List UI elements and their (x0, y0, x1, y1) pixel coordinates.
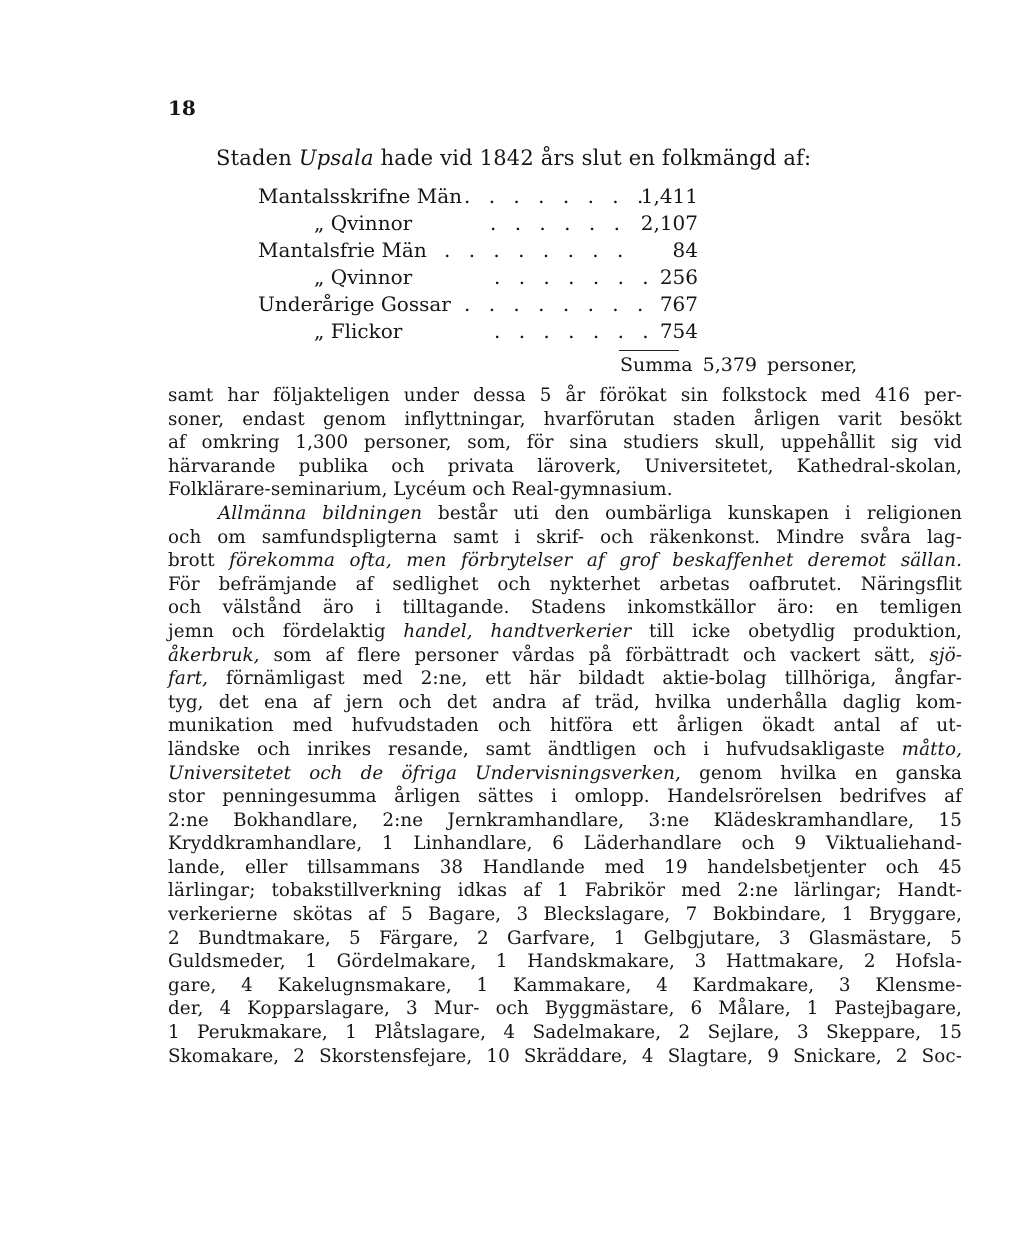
text-line: 2 Bundtmakare, 5 Färgare, 2 Garfvare, 1 Gelbgjutare, 3 Glasmästare, 5 (168, 927, 962, 949)
text-line: lärlingar; tobakstillverkning idkas af 1 Fabrikör med 2:ne lärlingar; Handt- (168, 880, 962, 902)
census-dots: . . . . . . . . (464, 292, 650, 316)
text-line: 2:ne Bokhandlare, 2:ne Jernkramhandlare, 3:ne Klädeskramhandlare, 15 (168, 809, 962, 831)
sum-rule (619, 350, 679, 351)
text-line: och välstånd äro i tilltagande. Stadens inkomstkällor äro: en temligen (168, 597, 962, 619)
text-line: Skomakare, 2 Skorstensfejare, 10 Skräddare, 4 Slagtare, 9 Snickare, 2 Soc- (168, 1045, 962, 1067)
census-row (258, 236, 698, 264)
census-value: 256 (659, 265, 698, 289)
census-row (258, 263, 698, 291)
body-text (168, 384, 962, 1068)
census-value: 2,107 (640, 211, 698, 235)
intro-place: Upsala (298, 146, 374, 170)
page-number: 18 (168, 96, 196, 120)
intro-after: hade vid 1842 års slut en folkmängd af: (373, 146, 812, 170)
census-dots: . . . . . . . (494, 265, 655, 289)
text-line: tyg, det ena af jern och det andra af träd, hvilka underhålla daglig kom- (168, 691, 962, 713)
census-label: „ Flickor (314, 319, 403, 343)
text-line: och om samfundspligterna samt i skrif- och räkenkonst. Mindre svåra lag- (168, 526, 962, 548)
intro-before: Staden (216, 146, 299, 170)
sum-line (620, 354, 867, 376)
text-line: verkerierne skötas af 5 Bagare, 3 Bleckslagare, 7 Bokbindare, 1 Bryggare, (168, 904, 962, 926)
sum-value: 5,379 (702, 354, 758, 376)
text-line: 1 Perukmakare, 1 Plåtslagare, 4 Sadelmakare, 2 Sejlare, 3 Skeppare, 15 (168, 1022, 962, 1044)
text-line: af omkring 1,300 personer, som, för sina studiers skull, uppehållit sig vid (168, 432, 962, 454)
text-line: åkerbruk, som af flere personer vårdas på förbättradt och vackert sätt, sjö- (168, 644, 962, 666)
census-dots: . . . . . . (490, 211, 626, 235)
text-line: härvarande publika och privata läroverk, Universitetet, Kathedral-skolan, (168, 455, 962, 477)
text-line: munikation med hufvudstaden och hitföra ett årligen ökadt antal af ut- (168, 715, 962, 737)
text-line: fart, förnämligast med 2:ne, ett här bildadt aktie-bolag tillhöriga, ångfar- (168, 668, 962, 690)
census-label: Mantalsskrifne Män (258, 184, 463, 208)
census-row (258, 182, 698, 210)
sum-unit: personer, (767, 354, 858, 376)
census-label: Underårige Gossar (258, 292, 451, 316)
text-line: Guldsmeder, 1 Gördelmakare, 1 Handskmakare, 3 Hattmakare, 2 Hofsla- (168, 951, 962, 973)
text-line: Allmänna bildningen består uti den oumbärliga kunskapen i religionen (218, 502, 962, 524)
census-label: Mantalsfrie Män (258, 238, 427, 262)
text-line: lande, eller tillsammans 38 Handlande med 19 handelsbetjenter och 45 (168, 856, 962, 878)
text-line: Kryddkramhandlare, 1 Linhandlare, 6 Läderhandlare och 9 Viktualiehand- (168, 833, 962, 855)
paragraph-1 (168, 384, 962, 502)
census-dots: . . . . . . . . (444, 238, 630, 262)
text-line: stor penningesumma årligen sättes i omlopp. Handelsrörelsen bedrifves af (168, 786, 962, 808)
text-line: ländske och inrikes resande, samt ändtligen och i hufvudsakligaste måtto, (168, 738, 962, 760)
sum-label: Summa (620, 354, 693, 376)
census-label: „ Qvinnor (314, 265, 413, 289)
census-row (258, 209, 698, 237)
census-dots: . . . . . . . . (464, 184, 650, 208)
census-row (258, 290, 698, 318)
text-line: jemn och fördelaktig handel, handtverkerier till icke obetydlig produktion, (168, 620, 962, 642)
intro-line (216, 146, 811, 170)
text-line: brott förekomma ofta, men förbrytelser af grof beskaffenhet deremot sällan. (168, 550, 962, 572)
census-value: 84 (672, 238, 698, 262)
census-dots: . . . . . . . (494, 319, 655, 343)
paragraph-2 (168, 502, 962, 1068)
census-row (258, 317, 698, 345)
text-line: Folklärare-seminarium, Lycéum och Real-gymnasium. (168, 479, 673, 501)
census-value: 754 (659, 319, 698, 343)
text-line: soner, endast genom inflyttningar, hvarförutan staden årligen varit besökt (168, 408, 962, 430)
text-line: Universitetet och de öfriga Undervisningsverken, genom hvilka en ganska (168, 762, 962, 784)
census-value: 767 (659, 292, 698, 316)
text-line: gare, 4 Kakelugnsmakare, 1 Kammakare, 4 Kardmakare, 3 Klensme- (168, 974, 962, 996)
census-label: „ Qvinnor (314, 211, 413, 235)
text-line: samt har följakteligen under dessa 5 år förökat sin folkstock med 416 per- (168, 385, 962, 406)
text-line: För befrämjande af sedlighet och nykterhet arbetas oafbrutet. Näringsflit (168, 573, 962, 595)
text-line: der, 4 Kopparslagare, 3 Mur- och Byggmästare, 6 Målare, 1 Pastejbagare, (168, 998, 962, 1020)
census-value: 1,411 (640, 184, 698, 208)
